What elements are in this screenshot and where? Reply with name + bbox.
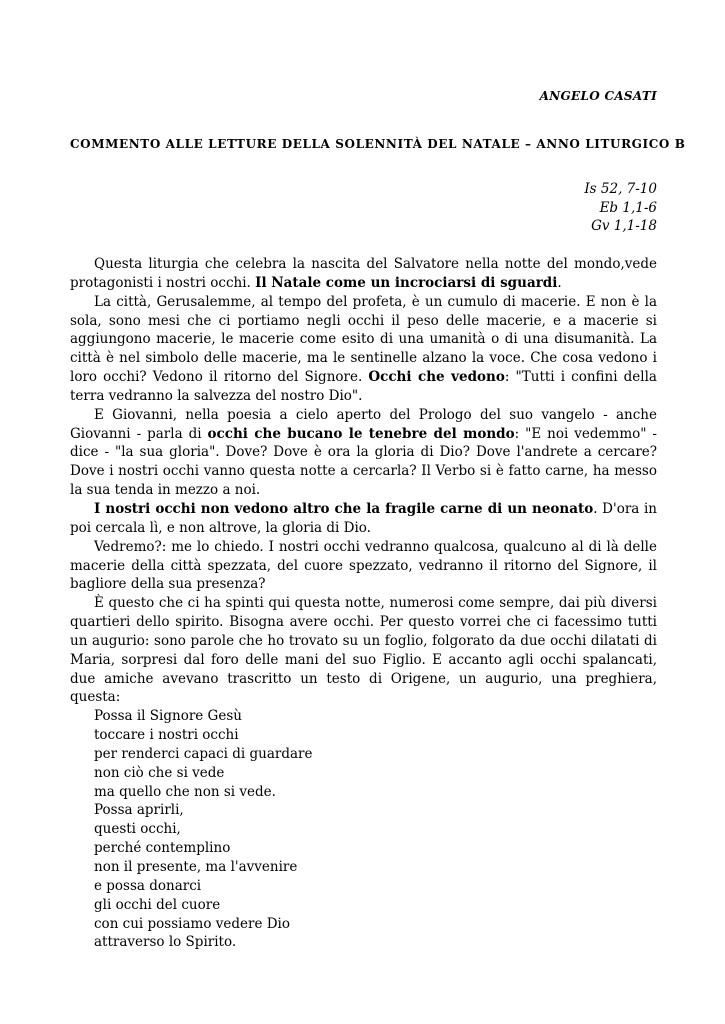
text-segment: E Giovanni, nella poesia a cielo aperto del Prologo del suo vangelo - anche Giovanni - parla di [70,406,657,442]
paragraph [70,293,657,406]
author-name: ANGELO CASATI [539,89,657,103]
poem-line: perché contemplino [94,840,231,857]
text-segment: La città, Gerusalemme, al tempo del profeta, è un cumulo di macerie. E non è la sola, sono mesi che ci portiamo negli occhi il peso delle macerie, e a macerie si aggiungono macerie, le macerie come esito di una umanità o di una disumanità. La città è nel simbolo delle macerie, ma le sentinelle alzano la voce. Che cosa vedono i loro occhi? Vedono il ritorno del Signore. [70,293,657,386]
reference-line: Eb 1,1-6 [599,199,657,216]
reference-line: Gv 1,1-18 [591,218,657,234]
paragraph [70,594,657,707]
poem-line: non il presente, ma l'avvenire [94,859,298,875]
poem-line: con cui possiamo vedere Dio [94,915,291,932]
poem-line: ma quello che non si vede. [94,783,276,800]
bold-segment: occhi che bucano le tenebre del mondo [207,425,515,442]
text-segment: . D'ora in poi cercala lì, e non altrove, la gloria di Dio. [70,500,657,536]
paragraph [70,406,657,500]
poem-line: toccare i nostri occhi [94,727,239,744]
poem-line: questi occhi, [94,821,181,838]
text-segment: Questa liturgia che celebra la nascita del Salvatore nella notte del mondo,vede protagonisti i nostri occhi. [70,256,657,291]
poem-line: per renderci capaci di guardare [94,745,313,762]
poem [94,707,657,952]
poem-line: gli occhi del cuore [94,896,221,913]
reference-line: Is 52, 7-10 [584,181,657,197]
text-segment: : "E noi vedemmo" - dice - "la sua gloria". Dove? Dove è ora la gloria di Dio? Dove l'andrete a cercare? Dove i nostri occhi vanno questa notte a cercarla? Il Verbo si è fatto carne, ha messo la sua tenda in mezzo a noi. [70,425,657,499]
poem-line: e possa donarci [94,877,202,894]
paragraph [70,255,657,293]
poem-line: attraverso lo Spirito. [94,934,237,951]
bold-segment: Il Natale come un incrociarsi di sguardi [255,274,558,291]
text-segment: . [557,274,562,291]
body-text [70,255,657,952]
scripture-references [584,180,657,236]
bold-segment: I nostri occhi non vedono altro che la fragile carne di un neonato [94,500,594,517]
text-segment: : "Tutti i confini della terra vedranno la salvezza del nostro Dio". [70,369,657,404]
text-segment: Vedremo?: me lo chiedo. I nostri occhi vedranno qualcosa, qualcuno al di là delle macerie della città spezzata, del cuore spezzato, vedranno il ritorno del Signore, il bagliore della sua presenza? [70,538,657,593]
document-title: COMMENTO ALLE LETTURE DELLA SOLENNITÀ DEL NATALE – ANNO LITURGICO B [70,137,686,151]
poem-line: non ciò che si vede [94,764,225,781]
paragraph [70,500,657,538]
paragraph [70,538,657,595]
bold-segment: Occhi che vedono [368,369,505,386]
poem-line: Possa aprirli, [94,802,184,819]
poem-line: Possa il Signore Gesù [94,708,242,725]
text-segment: È questo che ci ha spinti qui questa notte, numerosi come sempre, dai più diversi quartieri dello spirito. Bisogna avere occhi. Per questo vorrei che ci facessimo tutti un augurio: sono parole che ho trovato su un foglio, folgorato da due occhi dilatati di Maria, sorpresi dal foro delle mani del suo Figlio. E accanto agli occhi spalancati, due amiche avevano trascritto un testo di Origene, un augurio, una preghiera, questa: [70,595,657,706]
